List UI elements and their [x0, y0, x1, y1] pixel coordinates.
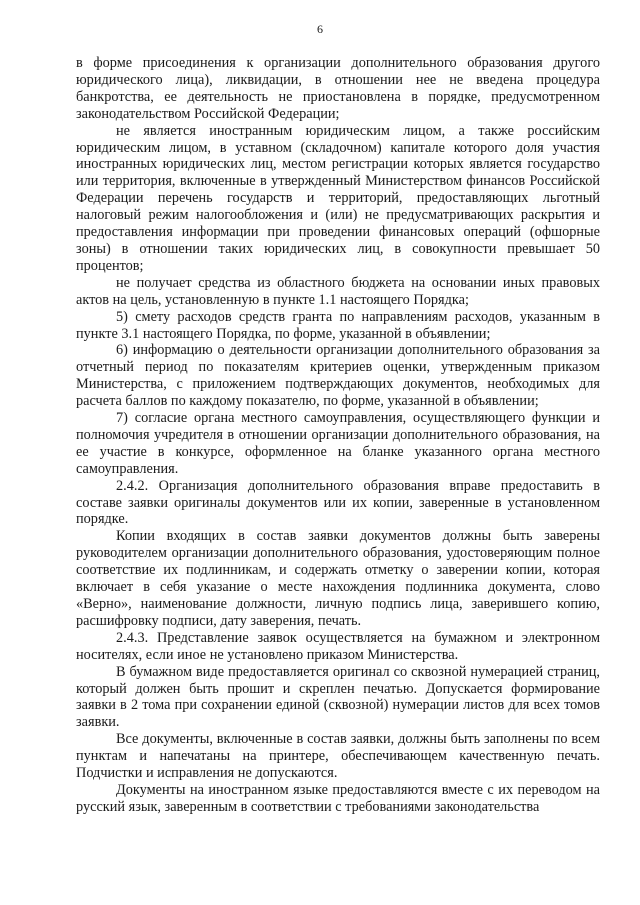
- paragraph-documents-filled: Все документы, включенные в состав заявки, должны быть заполнены по всем пунктам и напечатаны на принтере, обеспечивающем качественную печать. Подчистки и исправления не допускаются.: [76, 731, 600, 782]
- paragraph-continuation: в форме присоединения к организации дополнительного образования другого юридического лица), ликвидации, в отношении нее не введена процедура банкротства, ее деятельность не приостановлена в порядке, предусмотренном законодательством Российской Федерации;: [76, 55, 600, 122]
- paragraph-foreign-language: Документы на иностранном языке предоставляются вместе с их переводом на русский язык, заверенным в соответствии с требованиями законодательства: [76, 781, 600, 815]
- page-number: 6: [317, 22, 323, 36]
- paragraph-copies-certification: Копии входящих в состав заявки документов должны быть заверены руководителем организации дополнительного образования, удостоверяющим полное соответствие их подлинникам, и содержать отметку о заверении копии, которая включает в себя указание о месте нахождения подлинника документа, слово «Верно», наименование должности, личную подпись лица, заверившего копию, расшифровку подписи, дату заверения, печать.: [76, 528, 600, 629]
- paragraph-item-5: 5) смету расходов средств гранта по направлениям расходов, указанным в пункте 3.1 настоящего Порядка, по форме, указанной в объявлении;: [76, 308, 600, 342]
- paragraph-item-6: 6) информацию о деятельности организации дополнительного образования за отчетный период по показателям критериев оценки, утвержденным приказом Министерства, с приложением подтверждающих документов, необходимых для расчета баллов по каждому показателю, по форме, указанной в объявлении;: [76, 342, 600, 410]
- paragraph-no-other-funds: не получает средства из областного бюджета на основании иных правовых актов на цель, установленную в пункте 1.1 настоящего Порядка;: [76, 274, 600, 308]
- document-body: [76, 55, 600, 816]
- paragraph-paper-form: В бумажном виде предоставляется оригинал со сквозной нумерацией страниц, который должен быть прошит и скреплен печатью. Допускается формирование заявки в 2 тома при сохранении единой (сквозной) нумерации листов для всех томов заявки.: [76, 663, 600, 731]
- paragraph-not-foreign-entity: не является иностранным юридическим лицом, а также российским юридическим лицом, в уставном (складочном) капитале которого доля участия иностранных юридических лиц, местом регистрации которых является государство или территория, включенные в утвержденный Министерством финансов Российской Федерации перечень государств и территорий, предоставляющих льготный налоговый режим налогообложения и (или) не предусматривающих раскрытия и предоставления информации при проведении финансовых операций (офшорные зоны) в отношении таких юридических лиц, в совокупности превышает 50 процентов;: [76, 122, 600, 274]
- paragraph-2-4-2: 2.4.2. Организация дополнительного образования вправе предоставить в составе заявки оригиналы документов или их копии, заверенные в установленном порядке.: [76, 477, 600, 528]
- paragraph-2-4-3: 2.4.3. Представление заявок осуществляется на бумажном и электронном носителях, если иное не установлено приказом Министерства.: [76, 629, 600, 663]
- paragraph-item-7: 7) согласие органа местного самоуправления, осуществляющего функции и полномочия учредителя в отношении организации дополнительного образования, на ее участие в конкурсе, оформленное на бланке указанного органа местного самоуправления.: [76, 410, 600, 477]
